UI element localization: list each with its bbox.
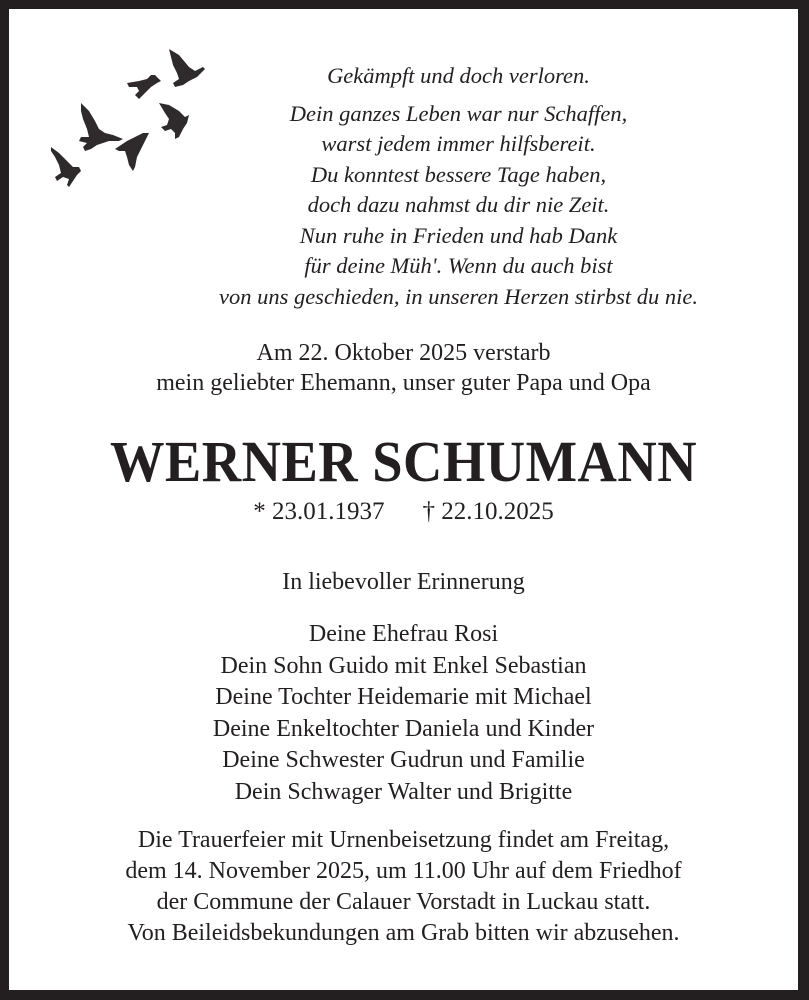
poem-line: doch dazu nahmst du dir nie Zeit. — [307, 192, 610, 217]
life-dates — [9, 497, 798, 527]
poem — [119, 61, 798, 312]
birth-date: * 23.01.1937 — [253, 498, 385, 525]
mourners-list — [9, 619, 798, 808]
mourner: Dein Sohn Guido mit Enkel Sebastian — [220, 652, 587, 679]
death-announcement — [9, 338, 798, 398]
poem-line: Dein ganzes Leben war nur Schaffen, — [289, 100, 628, 126]
poem-line: Du konntest bessere Tage haben, — [310, 161, 607, 187]
poem-line: Nun ruhe in Frieden und hab Dank — [299, 222, 618, 248]
funeral-line: der Commune der Calauer Vorstadt in Luckau statt. — [156, 889, 651, 915]
poem-first-line: Gekämpft und doch verloren. — [327, 63, 590, 88]
notice-content — [9, 9, 798, 990]
obituary-notice — [9, 9, 798, 990]
poem-line: von uns geschieden, in unseren Herzen stirbst du nie. — [218, 283, 699, 309]
funeral-line: Von Beileidsbekundungen am Grab bitten wir abzusehen. — [127, 920, 680, 946]
memory-line: In liebevoller Erinnerung — [282, 569, 525, 595]
mourner: Dein Schwager Walter und Brigitte — [234, 778, 573, 805]
poem-line: für deine Müh'. Wenn du auch bist — [304, 253, 613, 278]
announcement-line: Am 22. Oktober 2025 verstarb — [256, 340, 551, 366]
poem-line: warst jedem immer hilfsbereit. — [321, 131, 596, 156]
funeral-info — [9, 825, 798, 949]
funeral-line: dem 14. November 2025, um 11.00 Uhr auf dem Friedhof — [125, 858, 682, 884]
mourner: Deine Schwester Gudrun und Familie — [222, 747, 585, 773]
death-date: † 22.10.2025 — [422, 498, 554, 525]
announcement-line: mein geliebter Ehemann, unser guter Papa und Opa — [156, 370, 651, 396]
deceased-name: WERNER SCHUMANN — [109, 429, 698, 494]
mourner: Deine Ehefrau Rosi — [308, 621, 499, 647]
mourner: Deine Tochter Heidemarie mit Michael — [215, 684, 592, 710]
mourner: Deine Enkeltochter Daniela und Kinder — [212, 715, 595, 742]
funeral-line: Die Trauerfeier mit Urnenbeisetzung findet am Freitag, — [137, 827, 670, 853]
